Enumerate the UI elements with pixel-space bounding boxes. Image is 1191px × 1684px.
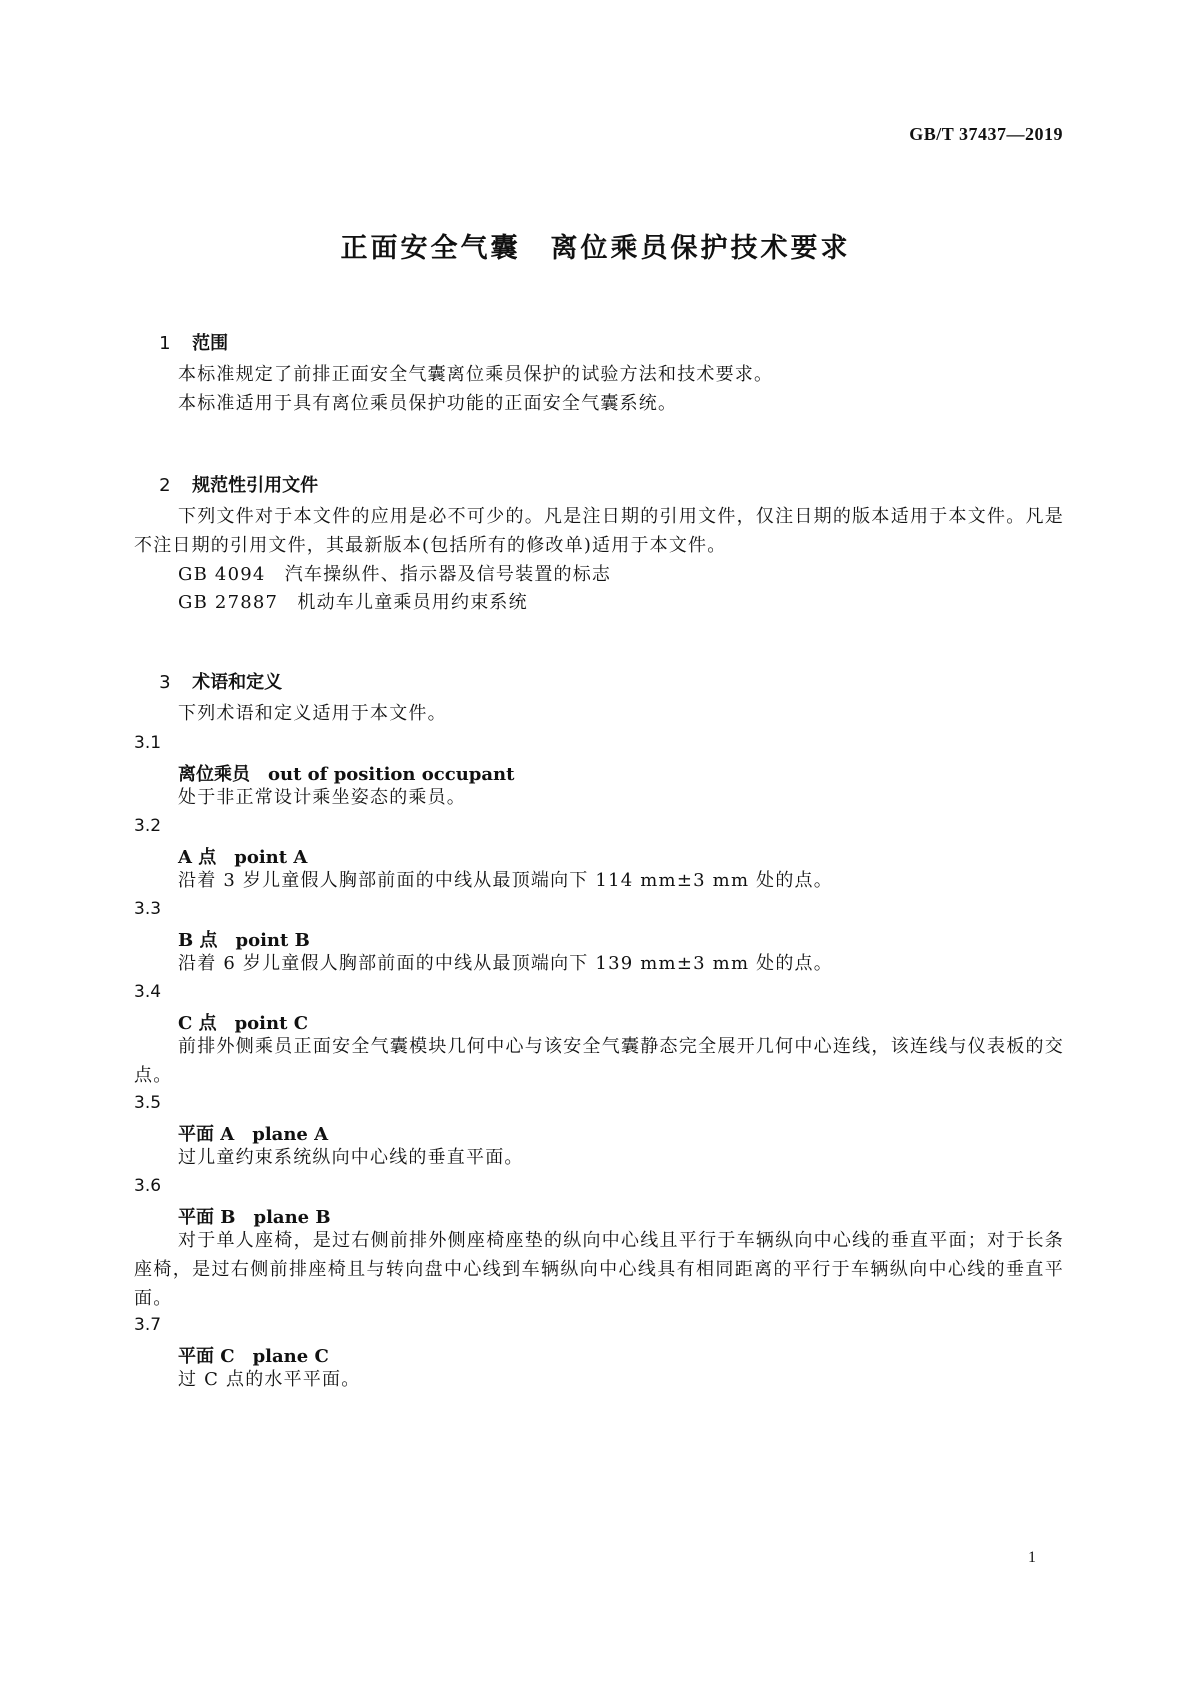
standard-code: GB/T 37437—2019 bbox=[909, 124, 1063, 144]
section-title: 术语和定义 bbox=[192, 672, 283, 693]
reference-item: GB 27887 机动车儿童乘员用约束系统 bbox=[178, 592, 528, 613]
term-definition: 对于单人座椅，是过右侧前排外侧座椅座垫的纵向中心线且平行于车辆纵向中心线的垂直平面；对于长条座椅，是过右侧前排座椅且与转向盘中心线到车辆纵向中心线具有相同距离的平行于车辆纵向中心线的垂直平面。 bbox=[134, 1230, 1064, 1309]
section-title: 规范性引用文件 bbox=[192, 475, 319, 496]
reference-item: GB 4094 汽车操纵件、指示器及信号装置的标志 bbox=[178, 564, 612, 585]
term-number: 3.5 bbox=[134, 1093, 162, 1113]
term-definition: 过 C 点的水平平面。 bbox=[178, 1369, 361, 1390]
term-number: 3.1 bbox=[134, 733, 162, 753]
term-definition: 过儿童约束系统纵向中心线的垂直平面。 bbox=[178, 1147, 524, 1168]
term-definition: 沿着 6 岁儿童假人胸部前面的中线从最顶端向下 139 mm±3 mm 处的点。 bbox=[178, 953, 833, 974]
term-name: B 点 point B bbox=[178, 930, 310, 951]
paragraph: 下列术语和定义适用于本文件。 bbox=[178, 703, 447, 724]
paragraph: 本标准规定了前排正面安全气囊离位乘员保护的试验方法和技术要求。 bbox=[178, 364, 774, 385]
section-number: 3 bbox=[159, 672, 171, 693]
term-definition: 处于非正常设计乘坐姿态的乘员。 bbox=[178, 787, 466, 808]
term-number: 3.2 bbox=[134, 816, 162, 836]
term-name: 平面 C plane C bbox=[178, 1346, 329, 1367]
term-name: 离位乘员 out of position occupant bbox=[178, 764, 515, 785]
section-number: 1 bbox=[159, 333, 171, 354]
paragraph: 下列文件对于本文件的应用是必不可少的。凡是注日期的引用文件，仅注日期的版本适用于本文件。凡是不注日期的引用文件，其最新版本(包括所有的修改单)适用于本文件。 bbox=[134, 506, 1064, 556]
document-title: 正面安全气囊 离位乘员保护技术要求 bbox=[340, 233, 851, 264]
section-title: 范围 bbox=[192, 333, 229, 354]
term-number: 3.6 bbox=[134, 1176, 162, 1196]
term-name: 平面 B plane B bbox=[178, 1207, 331, 1228]
term-definition: 前排外侧乘员正面安全气囊模块几何中心与该安全气囊静态完全展开几何中心连线，该连线与仪表板的交点。 bbox=[134, 1036, 1064, 1086]
paragraph: 本标准适用于具有离位乘员保护功能的正面安全气囊系统。 bbox=[178, 393, 678, 414]
term-name: A 点 point A bbox=[178, 847, 308, 868]
section-number: 2 bbox=[159, 475, 171, 496]
term-number: 3.3 bbox=[134, 899, 162, 919]
term-number: 3.7 bbox=[134, 1315, 162, 1335]
term-name: C 点 point C bbox=[178, 1013, 309, 1034]
term-number: 3.4 bbox=[134, 982, 162, 1002]
term-name: 平面 A plane A bbox=[178, 1124, 329, 1145]
term-definition: 沿着 3 岁儿童假人胸部前面的中线从最顶端向下 114 mm±3 mm 处的点。 bbox=[178, 870, 833, 891]
page-number: 1 bbox=[1028, 1549, 1036, 1566]
